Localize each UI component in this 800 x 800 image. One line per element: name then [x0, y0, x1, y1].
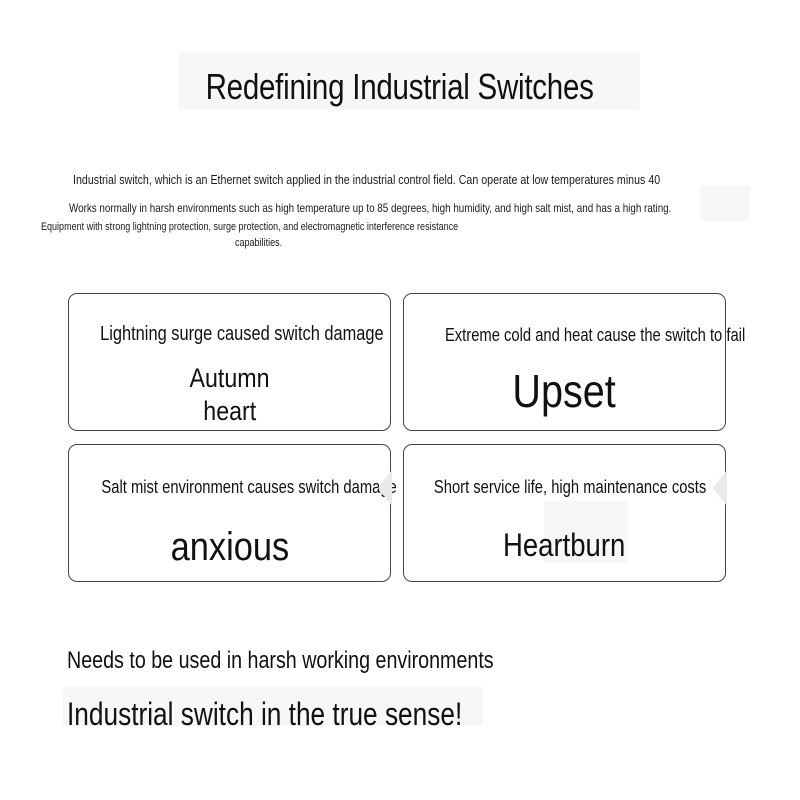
problem-card-temperature: [403, 293, 746, 431]
card-word: Autumn heart: [189, 363, 270, 426]
intro-line-2: Works normally in harsh environments such as high temperature up to 85 degrees, high humidity, and high salt mist, and has a high rating.: [69, 201, 672, 215]
card-title: Lightning surge caused switch damage: [100, 323, 384, 345]
card-word: Upset: [512, 365, 617, 417]
left-arrow-icon: [378, 470, 392, 506]
intro-line-3: Equipment with strong lightning protection, surge protection, and electromagnetic interference resistance: [41, 221, 459, 233]
card-word: anxious: [170, 525, 289, 569]
problem-card-salt-mist: [68, 444, 397, 582]
page-title: Redefining Industrial Switches: [205, 66, 595, 107]
card-title: Salt mist environment causes switch damage: [101, 477, 397, 497]
left-arrow-icon: [713, 470, 727, 506]
problem-card-lightning: [68, 293, 391, 431]
footer-line-1: Needs to be used in harsh working environments: [67, 647, 494, 674]
footer-line-2: Industrial switch in the true sense!: [67, 696, 463, 732]
card-word: Heartburn: [503, 527, 626, 563]
intro-line-1: Industrial switch, which is an Ethernet switch applied in the industrial control field. Can operate at low temperatures minus 40: [73, 172, 661, 187]
problem-card-maintenance: [403, 444, 726, 582]
card-title: Extreme cold and heat cause the switch to fail: [444, 325, 746, 345]
card-title: Short service life, high maintenance costs: [433, 477, 707, 497]
intro-line-4: capabilities.: [235, 237, 283, 249]
